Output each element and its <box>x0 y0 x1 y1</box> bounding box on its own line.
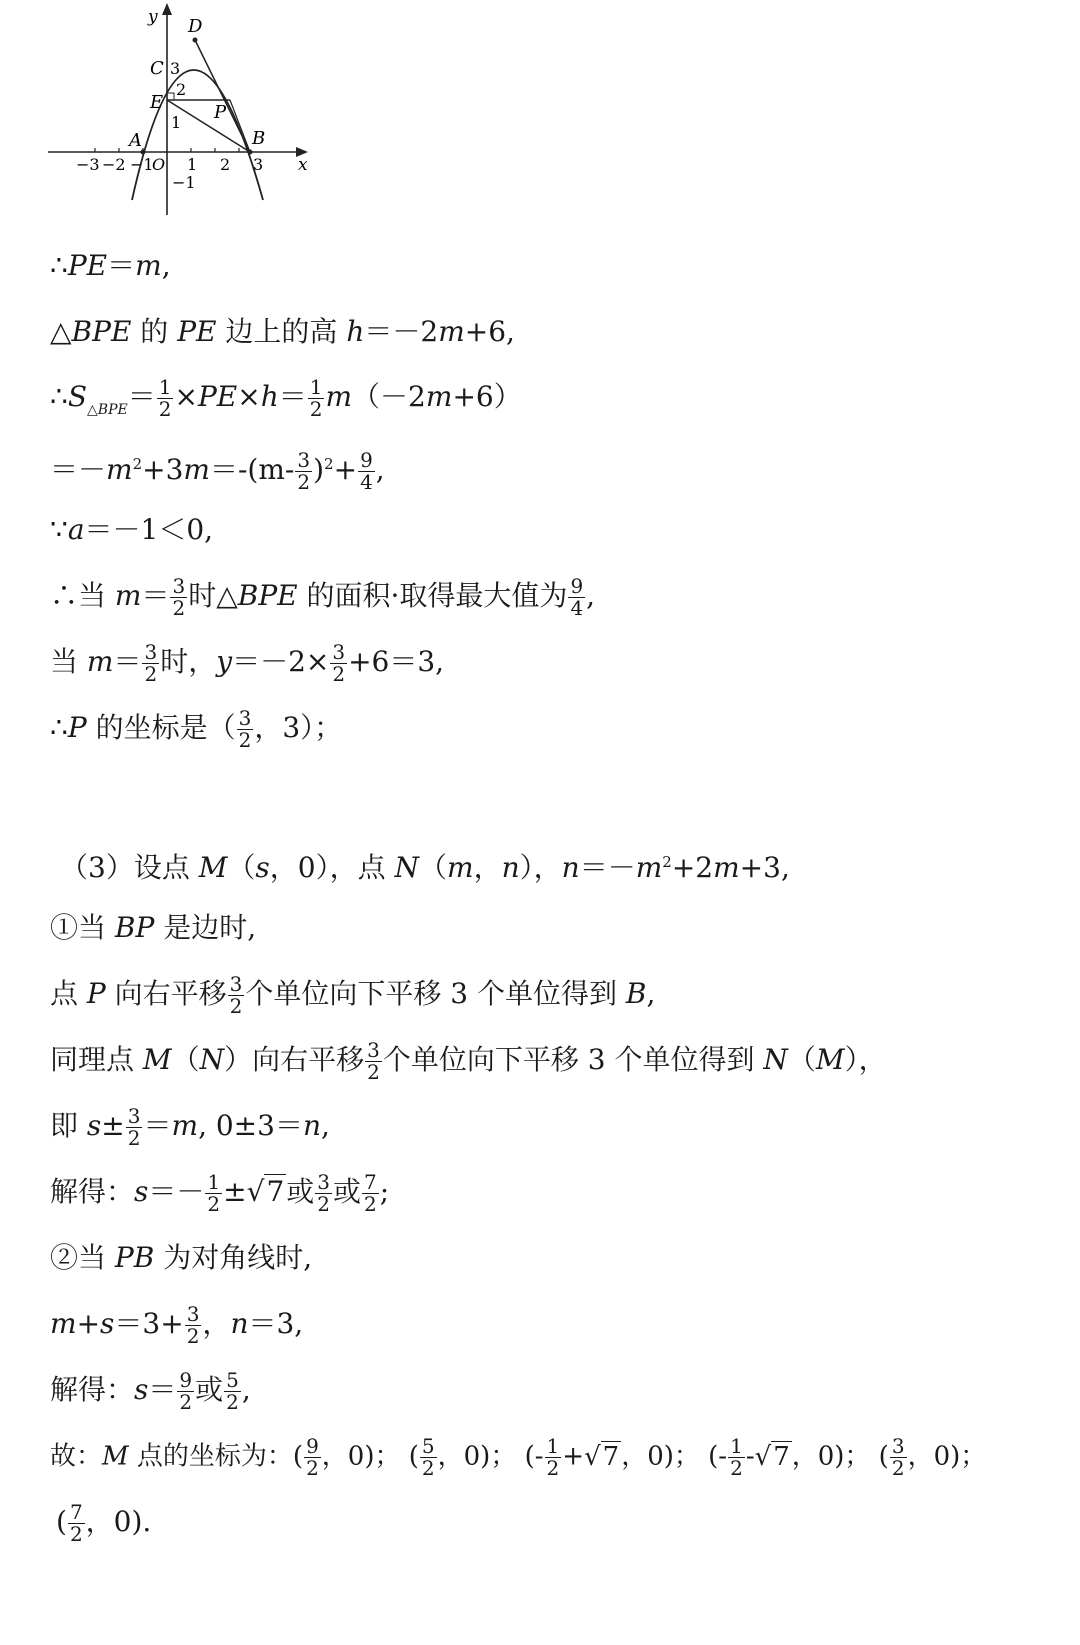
fraction: $\frac{1}{2}$ <box>309 375 323 421</box>
line-16: m+s＝3+ $\frac{3}{2}$ ，n＝3, <box>50 1302 304 1348</box>
line-10: ①当 BP 是边时, <box>50 911 257 944</box>
fraction: $\frac{9}{2}$ <box>306 1434 319 1480</box>
y-tick-2: 2 <box>176 80 187 99</box>
line-11: 点 P 向右平移 $\frac{3}{2}$ 个单位向下平移 3 个单位得到 B, <box>50 972 656 1018</box>
fraction: $\frac{3}{2}$ <box>229 972 243 1018</box>
x-tick-3: 3 <box>253 155 264 174</box>
line-5: ∵a＝－1＜0, <box>50 513 214 546</box>
label-P: P <box>214 102 227 123</box>
fraction: $\frac{5}{2}$ <box>421 1434 435 1480</box>
x-tick-neg3: −3 <box>76 155 100 174</box>
fraction: $\frac{1}{2}$ <box>207 1170 221 1216</box>
point-B-dot <box>248 150 253 155</box>
parabola-graph <box>40 0 340 230</box>
right-angle-mark <box>167 93 174 100</box>
line-17: 解得：s＝ $\frac{9}{2}$ 或 $\frac{5}{2}$ , <box>50 1368 251 1414</box>
y-tick-neg1: −1 <box>172 173 196 192</box>
label-A: A <box>129 130 142 151</box>
line-9: （3）设点 M（s，0），点 N（m，n），$n=-m^2+2m+3$, <box>60 851 790 884</box>
fraction: $\frac{3}{2}$ <box>367 1038 380 1084</box>
fraction: $\frac{3}{2}$ <box>127 1104 141 1150</box>
line-1: ∴PE＝m, <box>50 249 171 282</box>
line-15: ②当 PB 为对角线时, <box>50 1241 313 1274</box>
fraction: $\frac{3}{2}$ <box>317 1170 331 1216</box>
fraction: $\frac{7}{2}$ <box>69 1500 83 1546</box>
x-tick-neg2: −2 <box>102 155 126 174</box>
x-tick-2: 2 <box>220 155 231 174</box>
label-C: C <box>150 58 164 79</box>
fraction: $\frac{1}{2}$ <box>730 1434 743 1480</box>
fraction: $\frac{3}{2}$ <box>144 640 158 686</box>
fraction: $\frac{1}{2}$ <box>546 1434 560 1480</box>
fraction: $\frac{1}{2}$ <box>158 375 172 421</box>
line-6: ∴当 m＝ $\frac{3}{2}$ 时△BPE 的面积·取得最大值为 $\frac{9}{4}$ , <box>50 574 596 620</box>
line-3: $\therefore S_{\triangle BPE}=$ $\frac{1}{2}$ ×PE×h＝ $\frac{1}{2}$ m（－2m+6） <box>50 375 522 421</box>
origin-label: O <box>152 155 166 174</box>
fraction: $\frac{3}{2}$ <box>238 706 252 752</box>
square-root: √7 <box>246 1175 285 1208</box>
x-axis-label: x <box>298 155 308 175</box>
fraction: $\frac{3}{2}$ <box>186 1302 200 1348</box>
line-7: 当 m＝ $\frac{3}{2}$ 时，y＝－2× $\frac{3}{2}$ +6＝3, <box>50 640 445 686</box>
point-D-dot <box>193 38 198 43</box>
fraction: $\frac{5}{2}$ <box>226 1368 239 1414</box>
y-tick-1: 1 <box>171 113 182 132</box>
line-19: ( $\frac{7}{2}$ ，0). <box>56 1500 152 1546</box>
y-axis-label: y <box>148 7 158 27</box>
fraction: $\frac{9}{2}$ <box>179 1368 193 1414</box>
fraction: $\frac{3}{2}$ <box>332 640 346 686</box>
label-E: E <box>150 92 164 113</box>
fraction: $\frac{3}{2}$ <box>172 574 186 620</box>
line-4: $=-m^2+3m=-(m-$ $\frac{3}{2}$ )$^2$+ $\frac{9}{4}$ , <box>50 448 385 494</box>
segment-PB-dash <box>230 100 250 152</box>
square-root: √7 <box>754 1441 790 1472</box>
label-B: B <box>252 128 266 149</box>
fraction: $\frac{7}{2}$ <box>364 1170 377 1216</box>
y-tick-3: 3 <box>170 59 181 78</box>
fraction: $\frac{3}{2}$ <box>891 1434 905 1480</box>
line-14: 解得：s＝－ $\frac{1}{2}$ ±√7或 $\frac{3}{2}$ 或 $\frac{7}{2}$ ; <box>50 1170 390 1216</box>
fraction: $\frac{9}{4}$ <box>360 448 373 494</box>
y-axis-arrow <box>162 3 172 15</box>
fraction: $\frac{9}{4}$ <box>570 574 584 620</box>
line-13: 即 s± $\frac{3}{2}$ ＝m, 0±3＝n, <box>50 1104 330 1150</box>
fraction: $\frac{3}{2}$ <box>297 448 311 494</box>
x-tick-neg1: −1 <box>130 155 154 174</box>
x-tick-1: 1 <box>187 155 198 174</box>
line-8: ∴P 的坐标是（ $\frac{3}{2}$ ，3）； <box>50 706 343 752</box>
line-18: 故：M 点的坐标为：( $\frac{9}{2}$ ，0)； ( $\frac{5}{2}$ ，0)； (- $\frac{1}{2}$ +√7，0)； (- $\frac{1}{2}$ -√7，0)； ( $\frac{3}{2}$ ，0)； <box>50 1434 987 1480</box>
label-D: D <box>188 16 203 37</box>
line-12: 同理点 M（N）向右平移 $\frac{3}{2}$ 个单位向下平移 3 个单位得到 N（M）， <box>50 1038 887 1084</box>
square-root: √7 <box>584 1441 620 1472</box>
line-2: △BPE 的 PE 边上的高 h＝－2m+6, <box>50 315 515 348</box>
